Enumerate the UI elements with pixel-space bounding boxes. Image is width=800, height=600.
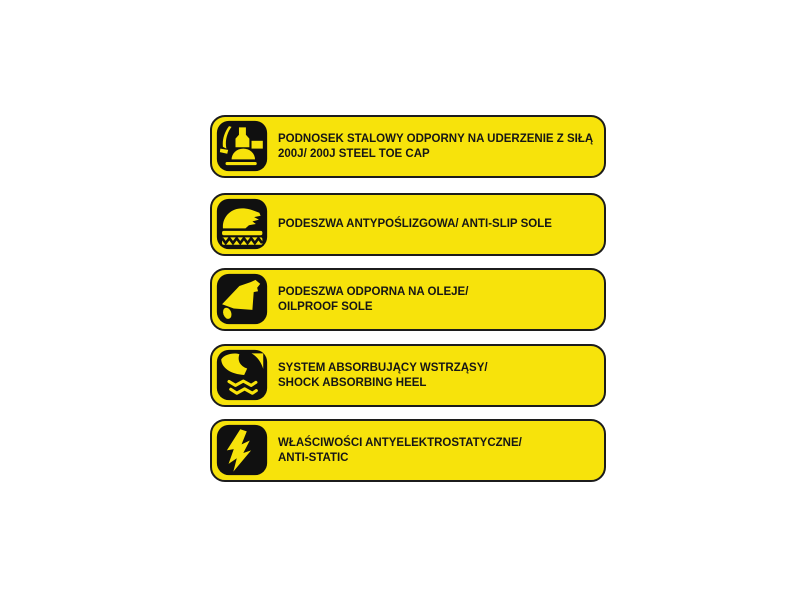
- oilproof-sole-icon: [216, 273, 268, 325]
- feature-line-en: SHOCK ABSORBING HEEL: [278, 376, 427, 389]
- steel-toe-cap-icon: [216, 120, 268, 172]
- feature-banner-shock-absorbing-heel: [210, 344, 606, 407]
- feature-line-pl: PODESZWA ANTYPOŚLIZGOWA/ ANTI-SLIP SOLE: [278, 218, 552, 230]
- anti-slip-sole-icon: [216, 198, 268, 250]
- feature-text: [278, 270, 602, 329]
- feature-line-pl: SYSTEM ABSORBUJĄCY WSTRZĄSY/: [278, 361, 488, 374]
- feature-banner-oilproof-sole: [210, 268, 606, 331]
- feature-text: [278, 346, 602, 405]
- feature-line-pl: PODNOSEK STALOWY ODPORNY NA UDERZENIE Z SIŁĄ: [278, 132, 594, 145]
- feature-text: [278, 117, 602, 176]
- feature-line-en: ANTI-STATIC: [278, 451, 349, 464]
- anti-static-icon: [216, 424, 268, 476]
- feature-banner-anti-static: [210, 419, 606, 482]
- feature-line-pl: PODESZWA ODPORNA NA OLEJE/: [278, 285, 469, 298]
- feature-line-en: OILPROOF SOLE: [278, 300, 373, 313]
- feature-line-en: 200J/ 200J STEEL TOE CAP: [278, 147, 430, 160]
- feature-text: [278, 421, 602, 480]
- shock-absorbing-heel-icon: [216, 349, 268, 401]
- feature-text: [278, 195, 602, 254]
- feature-banner-steel-toe-cap: [210, 115, 606, 178]
- feature-banner-anti-slip-sole: [210, 193, 606, 256]
- feature-line-pl: WŁAŚCIWOŚCI ANTYELEKTROSTATYCZNE/: [278, 436, 522, 449]
